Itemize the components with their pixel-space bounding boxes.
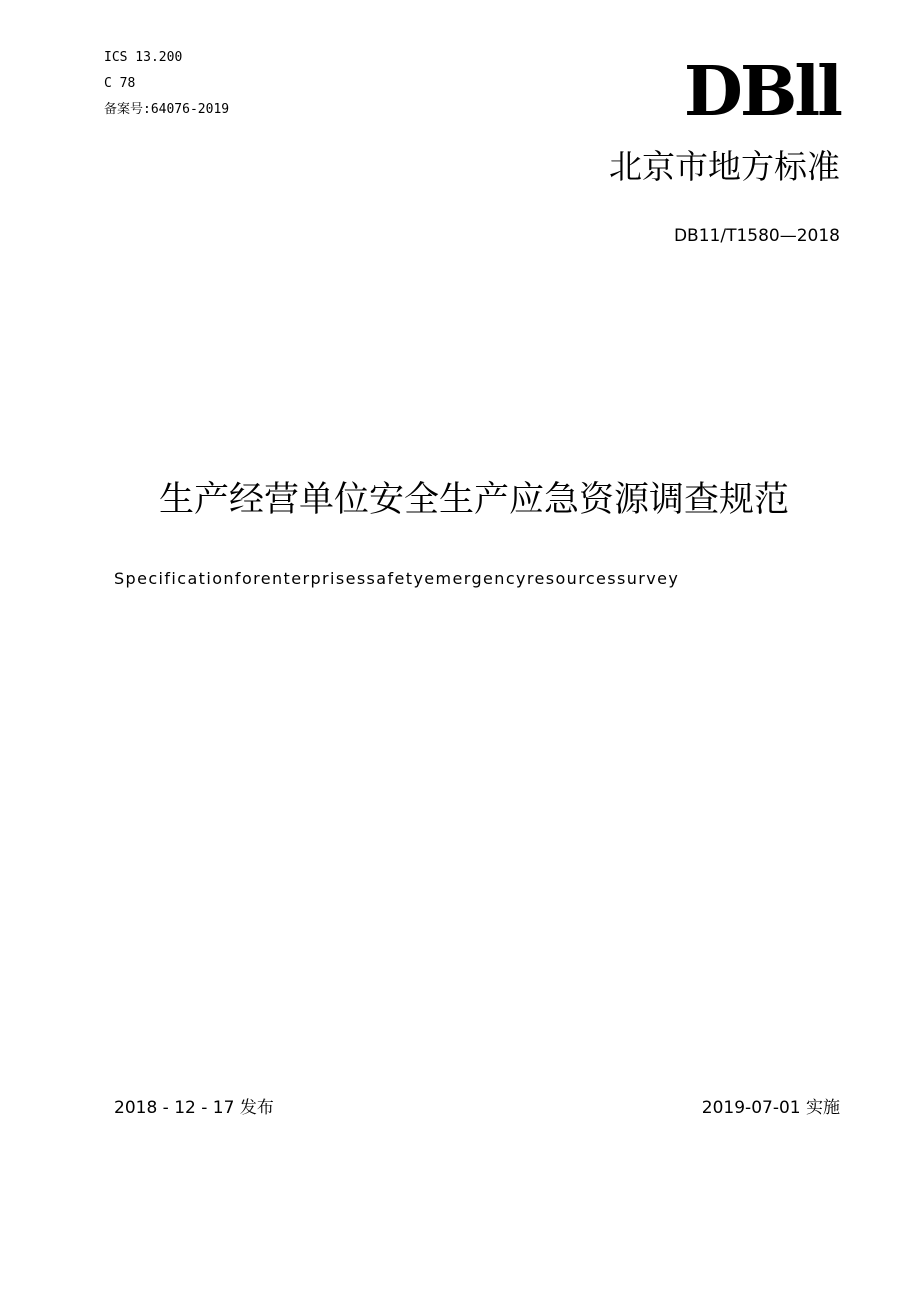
standard-number: DB11/T1580—2018: [673, 226, 840, 246]
standard-type: 北京市地方标准: [609, 147, 840, 186]
title-english: Specificationforenterprisessafetyemergencyresourcessurvey: [114, 569, 680, 588]
title-chinese: 生产经营单位安全生产应急资源调查规范: [158, 480, 789, 520]
effective-date: 2019-07-01 实施: [701, 1098, 840, 1118]
db-logo: DBll: [683, 52, 840, 132]
filing-number: 备案号:64076-2019: [104, 102, 230, 117]
issue-date: 2018 - 12 - 17 发布: [114, 1098, 274, 1118]
ics-code: ICS 13.200: [104, 50, 183, 65]
ccs-code: C 78: [104, 76, 136, 91]
